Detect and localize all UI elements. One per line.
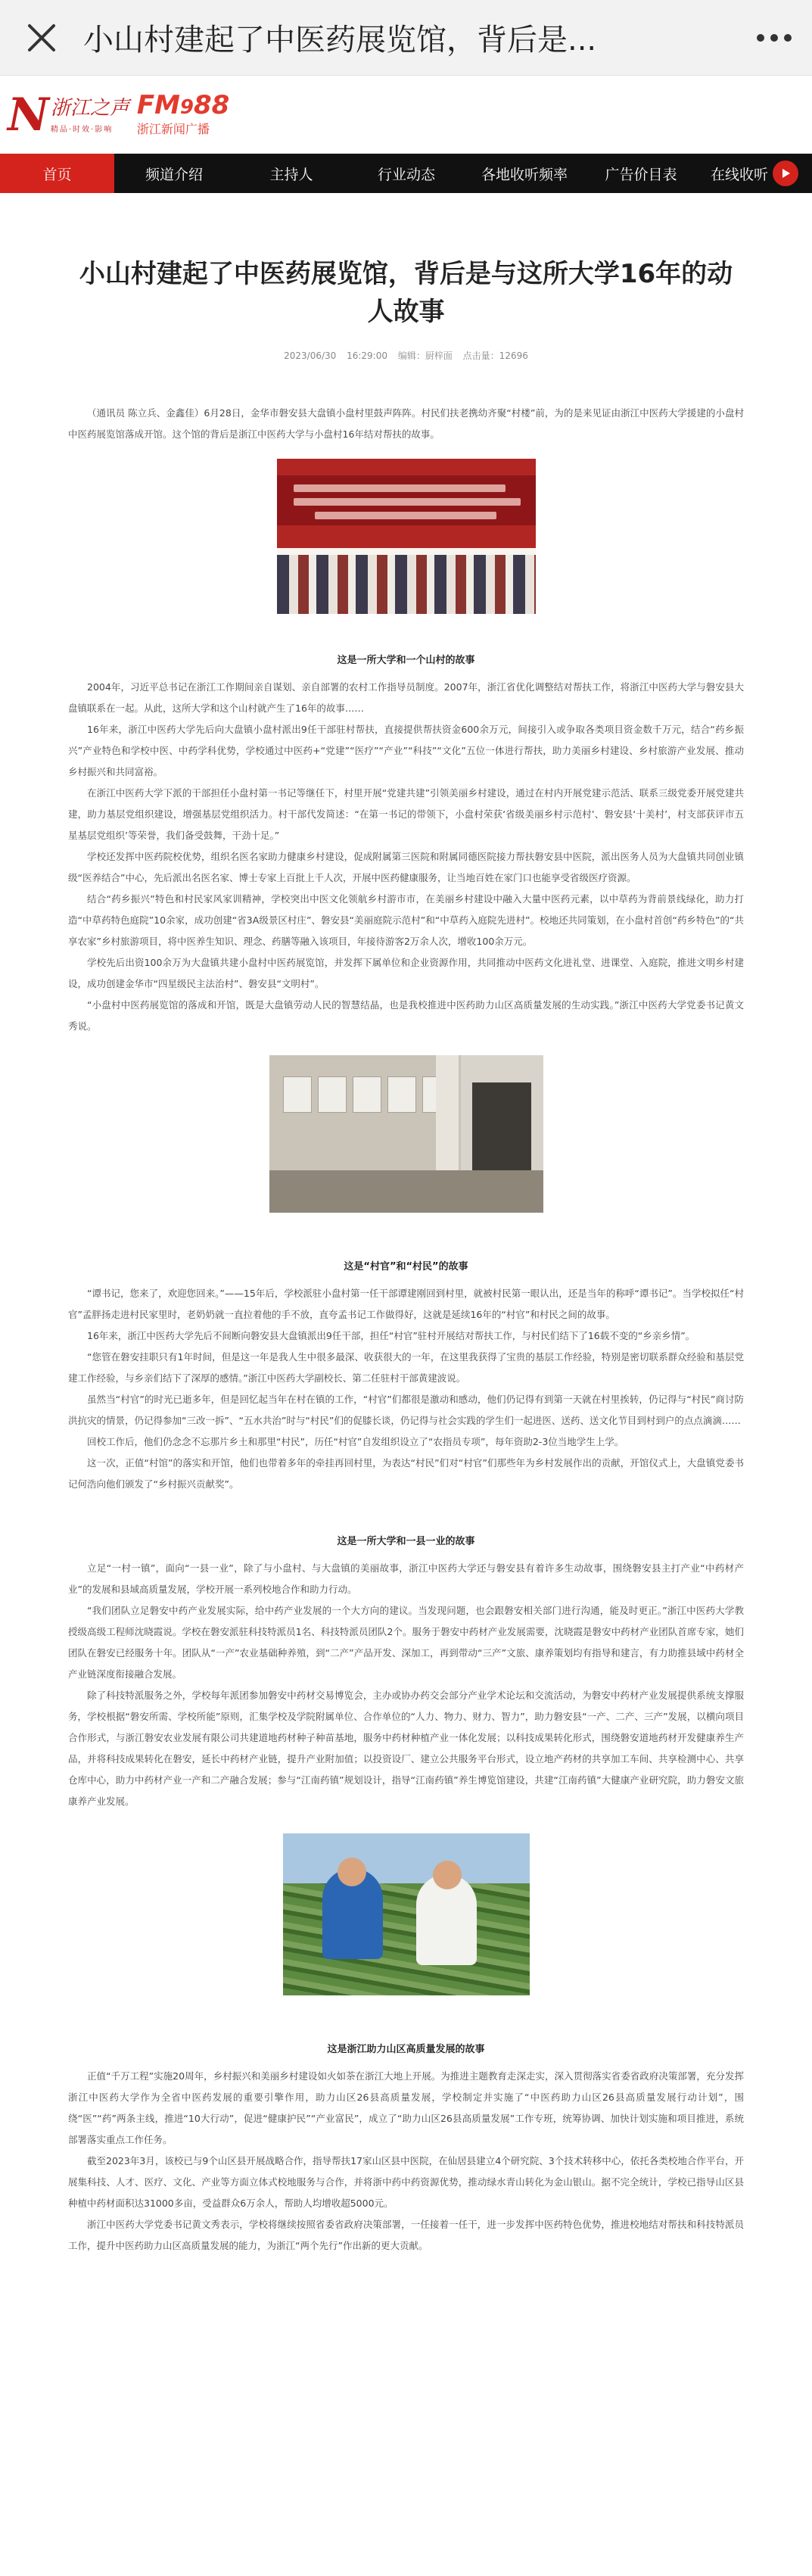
paragraph: 正值“千万工程”实施20周年，乡村振兴和美丽乡村建设如火如荼在浙江大地上开展。为推进主题教育走深走实，深入贯彻落实省委省政府决策部署，充分发挥浙江中医药大学作为全省中医药发展的重要引擎作用，助力山区26县高质量发展，学校制定并实施了“中医药助力山区26县高质量发展行动计划”，围绕“医”“药”两条主线，推进“10大行动”，促进“健康护民”“产业富民”，成立了“助力山区26县高质量发展”工作专班，统筹协调、加快计划实施和项目推进，系统部署落实重点工作任务。 bbox=[68, 2070, 744, 2145]
photo-panel bbox=[353, 1076, 381, 1113]
nav-item-home[interactable] bbox=[0, 154, 114, 193]
nav-label: 各地收听频率 bbox=[481, 166, 568, 183]
fm-number: 88 bbox=[194, 90, 230, 120]
more-icon bbox=[755, 33, 793, 43]
photo-banner-text bbox=[315, 512, 496, 519]
paragraph: 这一次，正值“村馆”的落实和开馆，他们也带着多年的牵挂再回村里，为表达“村民”们对“村官”们那些年为乡村发展作出的贡献，开馆仪式上，大盘镇党委书记何浩向他们颁发了“乡村振兴贡献奖”。 bbox=[68, 1457, 744, 1490]
fm-label: FM bbox=[136, 90, 180, 120]
paragraph: “我们团队立足磐安中药产业发展实际，给中药产业发展的一个大方向的建议。当发现问题，也会跟磐安相关部门进行沟通，能及时更正。”浙江中医药大学教授级高级工程师沈晓霞说。学校在磐安派驻科技特派员1名、科技特派员团队2个。服务于磐安中药材产业发展需要，沈晓霞是磐安中药材产业团队首席专家，她们团队在磐安已经服务十年。团队从“一产”农业基础种养殖，到“二产”产品开发、深加工，再到带动“三产”文旅、康养策划均有指导和建言，有力助推县域中药材全产业链深度衔接融合发展。 bbox=[68, 1605, 744, 1680]
paragraph: 立足“一村一镇”，面向“一县一业”，除了与小盘村、与大盘镇的美丽故事，浙江中医药大学还与磐安县有着许多生动故事，围绕磐安县主打产业“中药材产业”的发展和县域高质量发展，学校开展一系列校地合作和助力行动。 bbox=[68, 1562, 744, 1595]
photo-ceremony bbox=[277, 459, 536, 614]
nav-item-ad-rates[interactable] bbox=[585, 154, 697, 193]
paragraph: 回校工作后，他们仍念念不忘那片乡土和那里“村民”，历任“村官”自发组织设立了“农指员专项”，每年资助2-3位当地学生上学。 bbox=[87, 1436, 624, 1447]
paragraph: 学校先后出资100余万为大盘镇共建小盘村中医药展览馆，并发挥下属单位和企业资源作用，共同推动中医药文化进礼堂、进课堂、入庭院，推进文明乡村建设，成功创建金华市“四星级民主法治村”、磐安县“文明村”。 bbox=[68, 957, 744, 989]
nav-label: 频道介绍 bbox=[145, 166, 203, 183]
nav-item-channel-intro[interactable] bbox=[114, 154, 234, 193]
photo-banner-text bbox=[294, 484, 506, 492]
brand-header bbox=[0, 76, 812, 154]
photo-exhibition-wrap bbox=[45, 1037, 767, 1258]
photo-person-head bbox=[338, 1858, 366, 1886]
paragraph: 除了科技特派服务之外，学校每年派团参加磐安中药材交易博览会，主办或协办药交会部分产业学术论坛和交流活动，为磐安中药材产业发展提供系统支撑服务，学校根据“磐安所需、学校所能”原则，汇集学校及学院附属单位、合作单位的“人力、物力、财力、智力”，助力磐安县“一产、二产、三产”发展，以横向项目合作形式，与浙江磐安农业发展有限公司共建道地药材种子种苗基地，服务中药材种植产业一体化发展；以科技成果转化形式，围绕磐安道地药材开发健康养生产品，并将科技成果转化在磐安，延长中药材产业链，提升产业附加值；以投资设厂、建立公共服务平台形式，设立地产药材的共享加工车间、共享检测中心、共享仓库中心，助力中药材产业一产和二产融合发展；参与“江南药镇”规划设计，指导“江南药镇”养生博览馆建设，共建“江南药镇”大健康产业研究院，助力磐安文旅康养产业发展。 bbox=[68, 1690, 744, 1807]
paragraph: 2004年，习近平总书记在浙江工作期间亲自谋划、亲自部署的农村工作指导员制度。2007年，浙江省优化调整结对帮扶工作，将浙江中医药大学与磐安县大盘镇联系在一起。从此，这所大学和这个山村就产生了16年的故事…… bbox=[68, 681, 744, 714]
paragraph: 16年来，浙江中医药大学先后不间断向磐安县大盘镇派出9任干部，担任“村官”驻村开展结对帮扶工作，与村民们结下了16载不变的“乡亲乡情”。 bbox=[87, 1330, 695, 1341]
logo-name: 浙江之声 bbox=[50, 97, 129, 120]
fm-logo bbox=[137, 92, 229, 137]
fm-frequency bbox=[137, 92, 229, 118]
nav-label: 行业动态 bbox=[377, 166, 435, 183]
paragraph: 虽然当“村官”的时光已逝多年，但是回忆起当年在村在镇的工作，“村官”们都很是激动和感动，他们仍记得有到第一天就在村里挨转，仍记得与“村民”商讨防洪抗灾的情景，仍记得参加“三改一拆”、“五水共治”时与“村民”们的促膝长谈，仍记得与社会实践的学生们一起进医、送药、送文化节目到村到户的点点滴滴…… bbox=[68, 1394, 744, 1426]
nav-item-hosts[interactable] bbox=[234, 154, 349, 193]
photo-banner-text bbox=[294, 498, 521, 506]
nav-label: 主持人 bbox=[269, 166, 313, 183]
app-topbar bbox=[0, 0, 812, 76]
photo-panel bbox=[387, 1076, 416, 1113]
paragraph: “谭书记，您来了，欢迎您回来。”——15年后，学校派驻小盘村第一任干部谭建刚回到村里，就被村民第一眼认出，还是当年的称呼“谭书记”。当学校拟任“村官”孟胖扬走进村民家里时，老奶奶就一直拉着他的手不放，直夸孟书记工作做得好，这就是延续16年的“村官”和村民之间的故事。 bbox=[68, 1288, 744, 1320]
nav-item-industry-news[interactable] bbox=[349, 154, 464, 193]
fm-prefix: 9 bbox=[179, 96, 194, 119]
more-button[interactable] bbox=[736, 0, 812, 76]
photo-exhibition-hall bbox=[269, 1055, 543, 1213]
photo-ceremony-wrap bbox=[45, 445, 767, 644]
section-heading: 这是一所大学和一个山村的故事 bbox=[337, 655, 475, 666]
paragraph: 16年来，浙江中医药大学先后向大盘镇小盘村派出9任干部驻村帮扶，直接提供帮扶资金600余万元，间接引入或争取各类项目资金数千万元，结合“药乡振兴”产业特色和学校中医、中药学科优势，学校通过中医药+“党建”“医疗”“产业”“科技”“文化”五位一体进行帮扶，助力美丽乡村建设、乡村旅游产业发展、推动乡村振兴和共同富裕。 bbox=[68, 724, 744, 777]
photo-field-inspection bbox=[283, 1833, 530, 1995]
photo-sky bbox=[283, 1833, 530, 1883]
paragraph: “小盘村中医药展览馆的落成和开馆，既是大盘镇劳动人民的智慧结晶，也是我校推进中医药助力山区高质量发展的生动实践。”浙江中医药大学党委书记黄文秀说。 bbox=[68, 999, 744, 1032]
photo-field-wrap bbox=[45, 1812, 767, 2041]
section-heading: 这是浙江助力山区高质量发展的故事 bbox=[327, 2044, 485, 2055]
nav-label: 在线收听 bbox=[710, 166, 768, 183]
photo-panel bbox=[318, 1076, 347, 1113]
photo-door bbox=[472, 1082, 531, 1181]
article-editor: 编辑：厨梓面 bbox=[397, 350, 453, 361]
paragraph: 学校还发挥中医药院校优势，组织名医名家助力健康乡村建设，促成附属第三医院和附属同德医院接力帮扶磐安县中医院，派出医务人员为大盘镇共同创业镇级“医养结合”中心，先后派出名医名家、博士专家上百批上千人次，开展中医药健康服务，让当地百姓在家门口也能享受省级医疗资源。 bbox=[68, 851, 744, 883]
nav-label: 首页 bbox=[42, 166, 72, 183]
main-nav bbox=[0, 154, 812, 193]
nav-label: 广告价目表 bbox=[605, 166, 677, 183]
photo-field bbox=[283, 1883, 530, 1995]
fm-station-name: 浙江新闻广播 bbox=[136, 122, 210, 136]
section-heading: 这是一所大学和一县一业的故事 bbox=[337, 1536, 475, 1547]
nav-item-frequencies[interactable] bbox=[464, 154, 585, 193]
article-meta bbox=[45, 349, 767, 362]
play-icon bbox=[779, 167, 792, 179]
paragraph: 在浙江中医药大学下派的干部担任小盘村第一书记等继任下，村里开展“党建共建”引领美丽乡村建设，通过在村内开展党建示范活、联系三级党委开展党建共建，助力基层党组织建设，增强基层党组织活力。村干部代发简述：“在第一书记的带领下，小盘村荣获‘省级美丽乡村示范村’、磐安县‘十美村’，村支部获评市五星基层党组织’等荣誉，我们备受鼓舞，干劲十足。” bbox=[68, 787, 744, 841]
nav-item-listen-online[interactable] bbox=[697, 154, 812, 193]
article-title: 小山村建起了中医药展览馆，背后是与这所大学16年的动人故事 bbox=[79, 259, 733, 327]
paragraph: 截至2023年3月，该校已与9个山区县开展战略合作，指导帮扶17家山区县中医院，在仙居县建立4个研究院、3个技术转移中心，依托各类校地合作平台，开展集科技、人才、医疗、文化、产业等方面立体式校地服务与合作，并将浙中药中药资源优势，推动绿水青山转化为金山银山。据不完全统计，学校已指导山区县种植中药材面积达31000多亩，受益群众6万余人，帮助人均增收超5000元。 bbox=[68, 2155, 744, 2209]
play-button[interactable] bbox=[773, 160, 798, 186]
article bbox=[0, 255, 812, 2257]
photo-crowd bbox=[277, 555, 536, 614]
section-heading: 这是“村官”和“村民”的故事 bbox=[344, 1261, 468, 1272]
close-button[interactable] bbox=[0, 0, 83, 76]
paragraph: 浙江中医药大学党委书记黄文秀表示，学校将继续按照省委省政府决策部署，一任接着一任干，进一步发挥中医药特色优势，推进校地结对帮扶和科技特派员工作，提升中医药助力山区高质量发展的能力，为浙江“两个先行”作出新的更大贡献。 bbox=[68, 2219, 744, 2251]
close-icon bbox=[26, 23, 57, 53]
paragraph: “您管在磐安挂职只有1年时间，但是这一年是我人生中很多最深、收获很大的一年，在这里我获得了宝贵的基层工作经验，特别是密切联系群众经验和基层党建工作经验，与乡亲们结下了深厚的感情。”浙江中医药大学副校长、第二任驻村干部黄建波说。 bbox=[68, 1351, 744, 1384]
article-intro: （通讯员 陈立兵、金鑫佳）6月28日，金华市磐安县大盘镇小盘村里鼓声阵阵。村民们扶老携幼齐聚“村楼”前，为的是来见证由浙江中医药大学援建的小盘村中医药展览馆落成开馆。这个馆的背后是浙江中医药大学与小盘村16年结对帮扶的故事。 bbox=[68, 407, 744, 440]
logo-mark: N bbox=[8, 88, 49, 142]
logo-text bbox=[51, 98, 129, 134]
site-logo[interactable] bbox=[8, 85, 229, 145]
article-views: 点击量：12696 bbox=[462, 350, 528, 361]
logo-slogan: 精品·时效·影响 bbox=[50, 126, 114, 134]
photo-panel bbox=[283, 1076, 312, 1113]
photo-person-head bbox=[433, 1861, 462, 1889]
window-title: 小山村建起了中医药展览馆，背后是... bbox=[83, 23, 597, 58]
article-date: 2023/06/30 16:29:00 bbox=[284, 350, 387, 361]
paragraph: 结合“药乡振兴”特色和村民家风家训精神，学校突出中医文化领航乡村游市市，在美丽乡村建设中融入大量中医药元素，以中草药为背前景线绿化，助力打造“中草药特色庭院”10余家，成功创建“省3A级景区村庄”、磐安县“美丽庭院示范村”和“中草药入庭院先进村”。校地还共同策划，在小盘村首创“药乡特色”的“共享农家”乡村旅游项目，将中医养生知识、理念、药膳等融入该项目，年接待游客2万余人次，增收100余万元。 bbox=[68, 893, 744, 947]
photo-floor bbox=[269, 1170, 543, 1213]
